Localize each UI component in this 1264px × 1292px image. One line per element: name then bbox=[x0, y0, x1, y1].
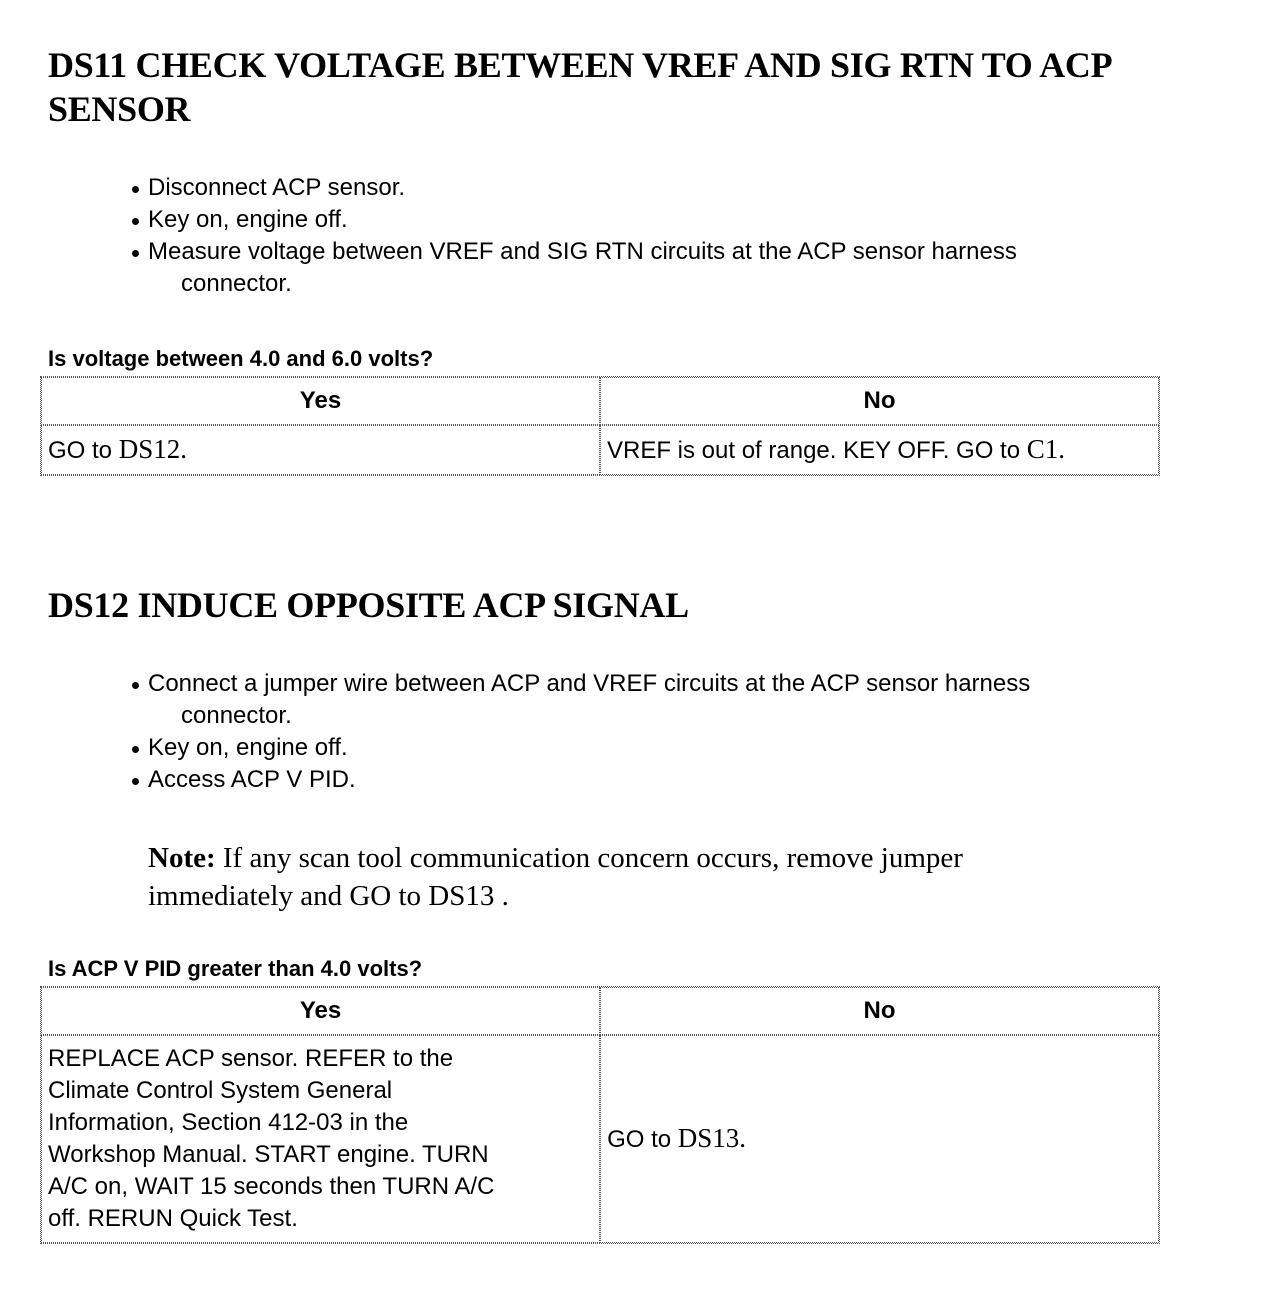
ds11-step-3 bbox=[130, 236, 1017, 300]
ds12-no-header: No bbox=[600, 987, 1159, 1035]
ds12-yes-cell bbox=[41, 1035, 600, 1243]
ds11-step-3-wrap: connector. bbox=[181, 270, 292, 297]
ds12-no-ref[interactable]: DS13. bbox=[677, 1123, 747, 1153]
ds11-yes-cell bbox=[41, 425, 600, 475]
ds12-question: Is ACP V PID greater than 4.0 volts? bbox=[48, 956, 423, 981]
ds12-step-3: Access ACP V PID. bbox=[130, 764, 1030, 796]
ds12-title: DS12 INDUCE OPPOSITE ACP SIGNAL bbox=[48, 585, 689, 625]
ds12-yes-header: Yes bbox=[41, 987, 600, 1035]
ds11-step-2: Key on, engine off. bbox=[130, 204, 1017, 236]
ds11-title-line1: DS11 CHECK VOLTAGE BETWEEN VREF AND SIG RTN TO ACP bbox=[48, 45, 1113, 85]
ds12-note bbox=[148, 839, 963, 915]
ds11-yes-ref[interactable]: DS12. bbox=[118, 434, 187, 464]
ds11-yes-text: GO to bbox=[48, 437, 113, 464]
ds11-no-header: No bbox=[600, 377, 1159, 425]
ds11-no-ref[interactable]: C1. bbox=[1026, 434, 1065, 464]
ds12-note-label: Note: bbox=[148, 842, 216, 874]
ds12-table bbox=[40, 986, 1160, 1244]
ds12-note-text: If any scan tool communication concern occurs, remove jumper bbox=[222, 842, 963, 874]
ds12-yes-line-5: A/C on, WAIT 15 seconds then TURN A/C bbox=[48, 1173, 495, 1200]
ds11-steps bbox=[130, 172, 1017, 300]
ds12-step-1-wrap: connector. bbox=[181, 702, 292, 729]
ds11-step-1: Disconnect ACP sensor. bbox=[130, 172, 1017, 204]
ds12-step-2: Key on, engine off. bbox=[130, 732, 1030, 764]
ds11-title bbox=[48, 43, 1112, 131]
ds11-question: Is voltage between 4.0 and 6.0 volts? bbox=[48, 346, 434, 371]
ds11-step-3-text: Measure voltage between VREF and SIG RTN circuits at the ACP sensor harness bbox=[148, 238, 1017, 265]
ds12-yes-line-4: Workshop Manual. START engine. TURN bbox=[48, 1141, 489, 1168]
ds12-yes-line-3: Information, Section 412-03 in the bbox=[48, 1109, 409, 1136]
ds12-no-text: GO to bbox=[607, 1126, 672, 1153]
ds12-yes-line-2: Climate Control System General bbox=[48, 1077, 393, 1104]
ds12-steps bbox=[130, 668, 1030, 796]
ds12-step-1 bbox=[130, 668, 1030, 732]
ds12-note-line2: immediately and GO to DS13 . bbox=[148, 880, 509, 912]
ds11-no-text: VREF is out of range. KEY OFF. GO to bbox=[607, 437, 1021, 464]
ds12-yes-line-6: off. RERUN Quick Test. bbox=[48, 1205, 298, 1232]
ds11-table bbox=[40, 376, 1160, 476]
ds12-no-cell bbox=[600, 1035, 1159, 1243]
ds12-yes-line-1: REPLACE ACP sensor. REFER to the bbox=[48, 1045, 454, 1072]
ds11-yes-header: Yes bbox=[41, 377, 600, 425]
ds11-title-line2: SENSOR bbox=[48, 89, 191, 129]
ds12-step-1-text: Connect a jumper wire between ACP and VREF circuits at the ACP sensor harness bbox=[148, 670, 1031, 697]
ds11-no-cell bbox=[600, 425, 1159, 475]
